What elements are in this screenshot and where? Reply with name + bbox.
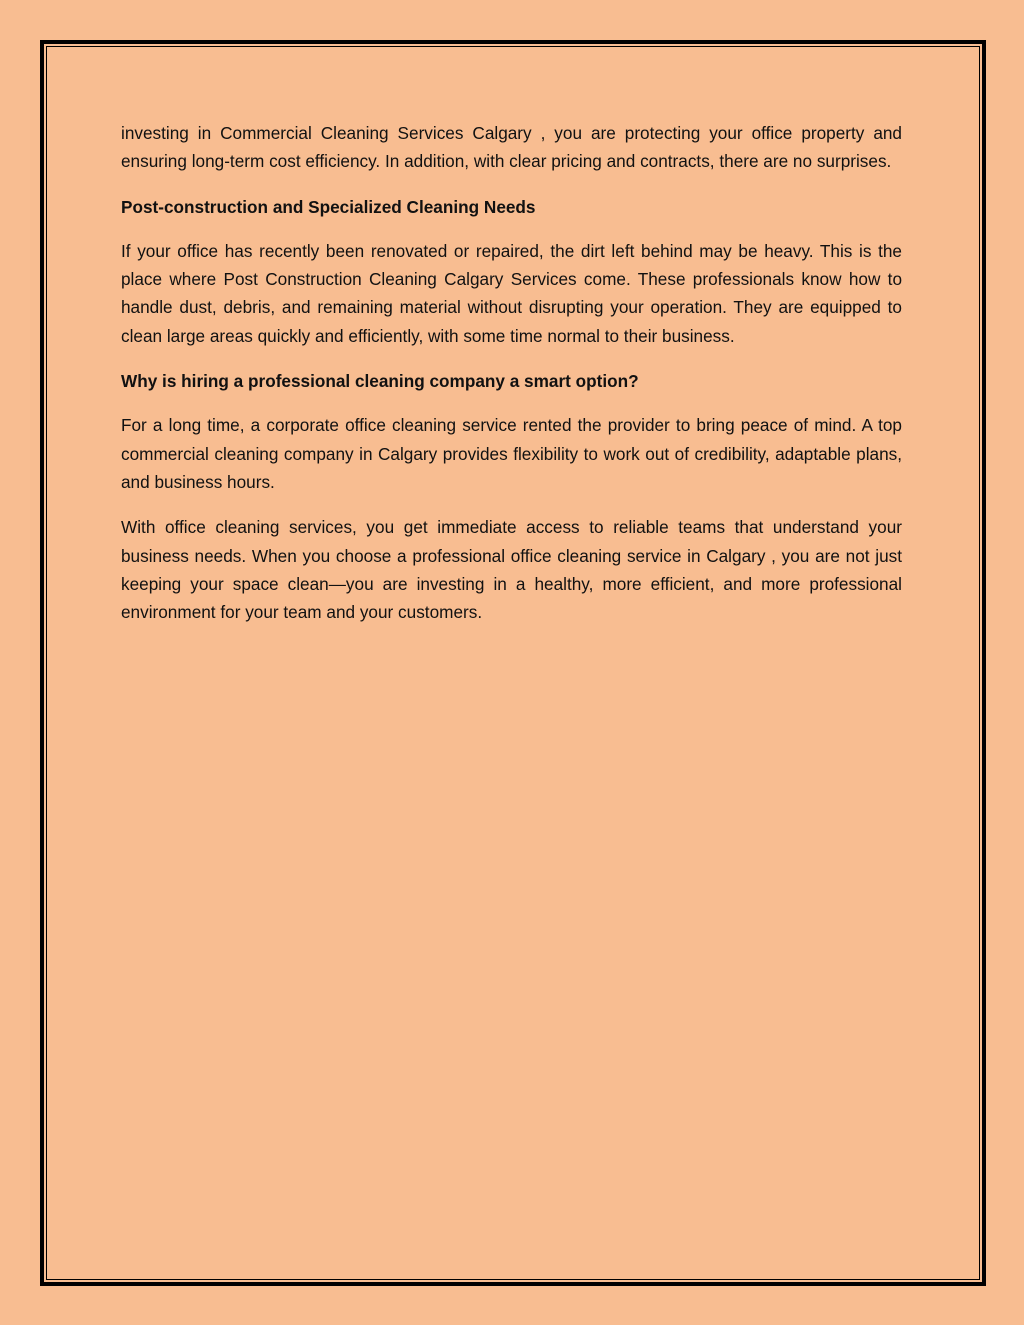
paragraph-peace-of-mind: For a long time, a corporate office cleaning service rented the provider to bring peace of mind. A top commercial cleaning company in Calgary provides flexibility to work out of credibility, adaptable plans, and business hours.: [121, 415, 902, 492]
section-heading-why-hire: Why is hiring a professional cleaning company a smart option?: [121, 371, 639, 392]
paragraph-office-services: With office cleaning services, you get immediate access to reliable teams that understand your business needs. When you choose a professional office cleaning service in Calgary , you are not just keeping your space clean—you are investing in a healthy, more efficient, and more professional environment for your team and your customers.: [121, 517, 902, 623]
paragraph-post-construction: If your office has recently been renovated or repaired, the dirt left behind may be heavy. This is the place where Post Construction Cleaning Calgary Services come. These professionals know how to handle dust, debris, and remaining material without disrupting your operation. They are equipped to clean large areas quickly and efficiently, with some time normal to their business.: [121, 240, 902, 346]
section-heading-post-construction: Post-construction and Specialized Cleaning Needs: [121, 196, 536, 217]
paragraph-intro: investing in Commercial Cleaning Services Calgary , you are protecting your office property and ensuring long-term cost efficiency. In addition, with clear pricing and contracts, there are no surprises.: [121, 123, 902, 172]
document-body: [121, 119, 902, 643]
